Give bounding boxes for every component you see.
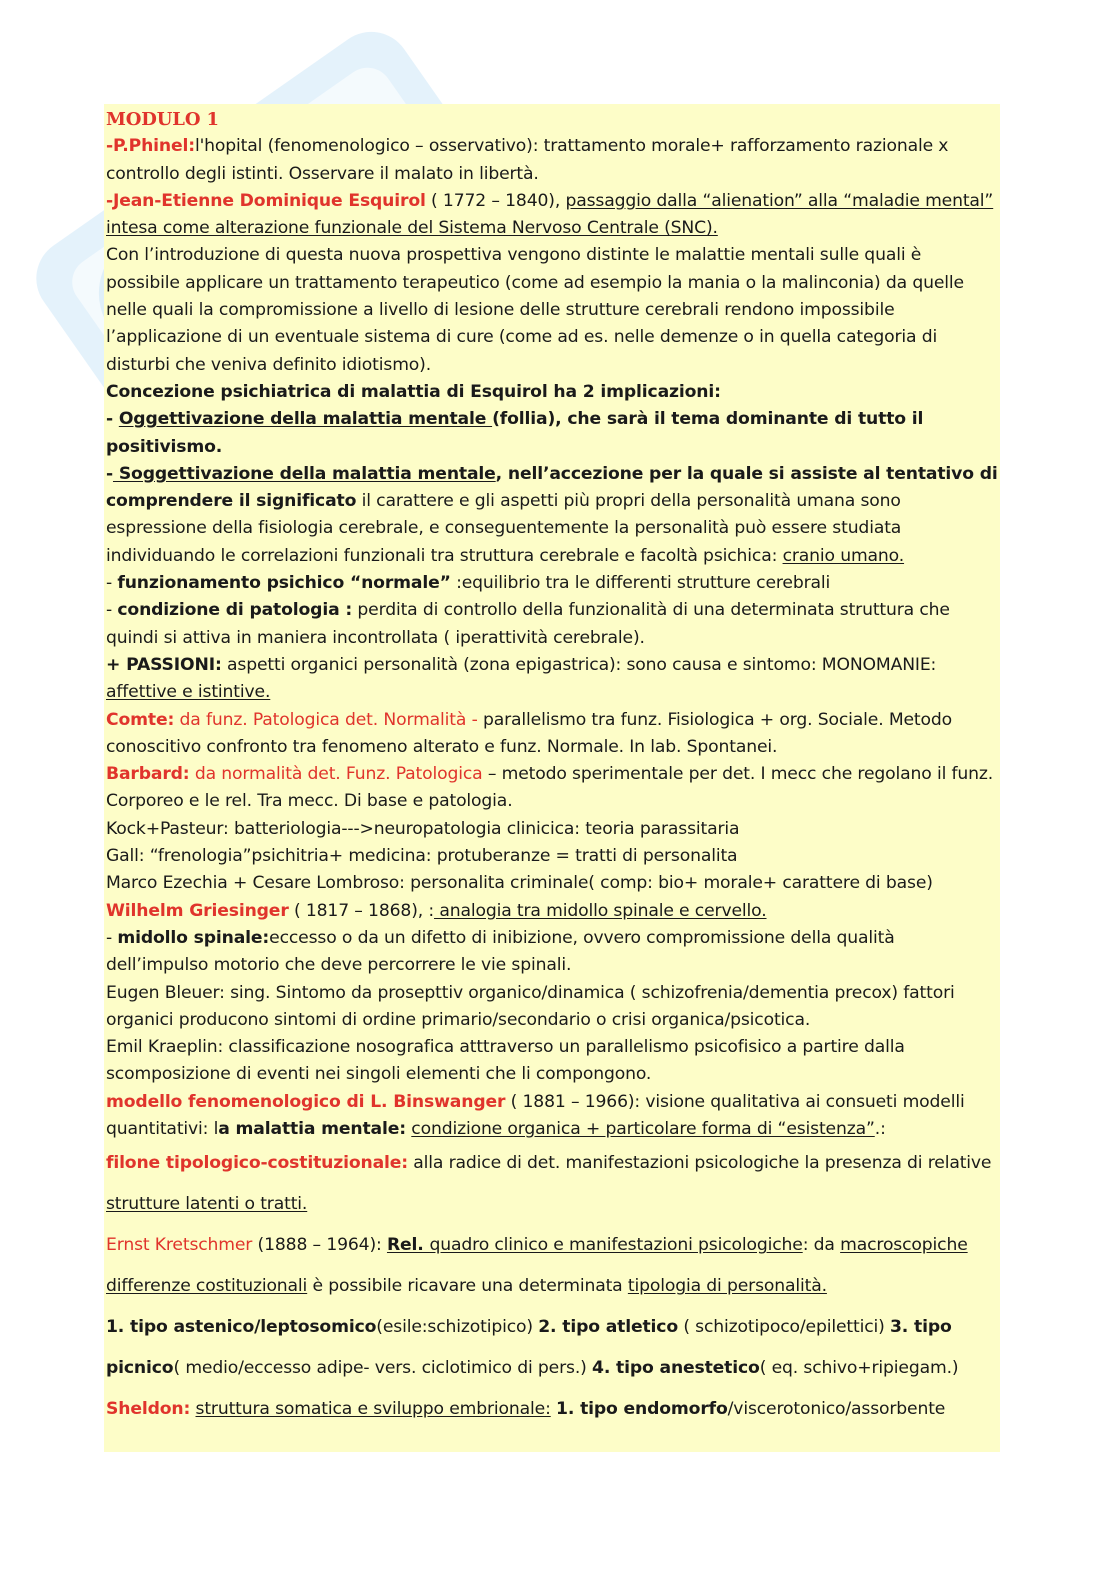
paragraph-kretschmer: Ernst Kretschmer (1888 – 1964): Rel. quadro clinico e manifestazioni psicologiche: da macroscopiche differenze costituzionali è possibile ricavare una determinata tipologia di personalità. [106, 1235, 968, 1297]
paragraph-bleuer: Eugen Bleuer: sing. Sintomo da prosepttiv organico/dinamica ( schizofrenia/dementia precox) fattori organici producono sintomi di ordine primario/secondario o crisi organica/psicotica. [106, 982, 955, 1030]
paragraph-griesinger: Wilhelm Griesinger ( 1817 – 1868), : analogia tra midollo spinale e cervello. [106, 900, 767, 921]
paragraph-lombroso: Marco Ezechia + Cesare Lombroso: personalita criminale( comp: bio+ morale+ carattere di base) [106, 873, 933, 894]
paragraph-soggettivazione: - Soggettivazione della malattia mentale, nell’accezione per la quale si assiste al tentativo di comprendere il significato il carattere e gli aspetti più propri della personalità umana sono espressione della fisiologia cerebrale, e conseguentemente la personalità può essere studiata individuando le correlazioni funzionali tra struttura cerebrale e facoltà psichica: cranio umano. [106, 463, 998, 566]
paragraph-tipi: 1. tipo astenico/leptosomico(esile:schizotipico) 2. tipo atletico ( schizotipoco/epilettici) 3. tipo picnico( medio/eccesso adipe- vers. ciclotimico di pers.) 4. tipo anestetico( eq. schivo+ripiegam.) [106, 1317, 959, 1379]
paragraph-kock-pasteur: Kock+Pasteur: batteriologia--->neuropatologia clinicica: teoria parassitaria [106, 818, 740, 839]
paragraph-midollo: - midollo spinale:eccesso o da un difetto di inibizione, ovvero compromissione della qualità dell’impulso motorio che deve percorrere le vie spinali. [106, 927, 895, 976]
paragraph-gall: Gall: “frenologia”psichitria+ medicina: protuberanze = tratti di personalita [106, 846, 738, 867]
paragraph-sheldon: Sheldon: struttura somatica e sviluppo embrionale: 1. tipo endomorfo/viscerotonico/assorbente [106, 1399, 946, 1420]
paragraph-barbard: Barbard: da normalità det. Funz. Patologica – metodo sperimentale per det. I mecc che regolano il funz. Corporeo e le rel. Tra mecc. Di base e patologia. [106, 764, 994, 812]
paragraph-patologia: - condizione di patologia : perdita di controllo della funzionalità di una determinata struttura che quindi si attiva in maniera incontrollata ( iperattività cerebrale). [106, 600, 950, 648]
paragraph-filone: filone tipologico-costituzionale: alla radice di det. manifestazioni psicologiche la presenza di relative strutture latenti o tratti. [106, 1153, 992, 1215]
paragraph-concezione: Concezione psichiatrica di malattia di Esquirol ha 2 implicazioni: [106, 381, 721, 402]
paragraph-funzionamento: - funzionamento psichico “normale” :equilibrio tra le differenti strutture cerebrali [106, 573, 831, 594]
paragraph-oggettivazione: - Oggettivazione della malattia mentale (follia), che sarà il tema dominante di tutto il positivismo. [106, 409, 924, 457]
paragraph-passioni: + PASSIONI: aspetti organici personalità (zona epigastrica): sono causa e sintomo: MONOMANIE: affettive e istintive. [106, 654, 937, 703]
paragraph-prospettiva: Con l’introduzione di questa nuova prospettiva vengono distinte le malattie mentali sulle quali è possibile applicare un trattamento terapeutico (come ad esempio la mania o la malinconia) da quelle nelle quali la compromissione a livello di lesione delle strutture cerebrali rendono impossibile l’applicazione di un eventuale sistema di cure (come ad es. nelle demenze o in quella categoria di disturbi che veniva definito idiotismo). [106, 245, 964, 375]
paragraph-esquirol: -Jean-Etienne Dominique Esquirol ( 1772 – 1840), passaggio dalla “alienation” alla “maladie mental” intesa come alterazione funzionale del Sistema Nervoso Centrale (SNC). [106, 190, 994, 239]
paragraph-kraeplin: Emil Kraeplin: classificazione nosografica atttraverso un parallelismo psicofisico a partire dalla scomposizione di eventi nei singoli elementi che li compongono. [106, 1037, 905, 1085]
paragraph-comte: Comte: da funz. Patologica det. Normalità - parallelismo tra funz. Fisiologica + org. Sociale. Metodo conoscitivo confronto tra fenomeno alterato e funz. Normale. In lab. Spontanei. [106, 709, 953, 757]
document-body [106, 106, 998, 1430]
paragraph-binswanger: modello fenomenologico di L. Binswanger ( 1881 – 1966): visione qualitativa ai consueti modelli quantitativi: la malattia mentale: condizione organica + particolare forma di “esistenza”.: [106, 1091, 965, 1139]
page-title: MODULO 1 [106, 109, 219, 130]
paragraph-phinel: -P.Phinel:l'hopital (fenomenologico – osservativo): trattamento morale+ rafforzamento razionale x controllo degli istinti. Osservare il malato in libertà. [106, 136, 949, 184]
